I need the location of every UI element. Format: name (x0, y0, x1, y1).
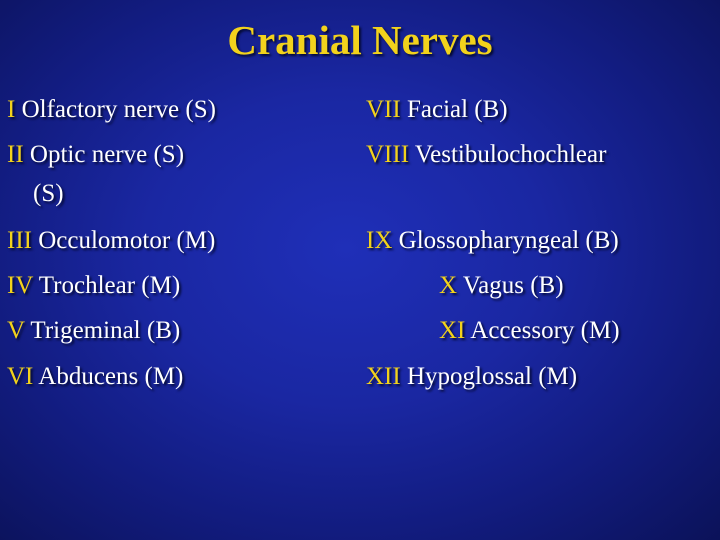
nerve-item-viii (366, 140, 606, 170)
nerve-name: Glossopharyngeal (B) (398, 227, 619, 254)
nerve-numeral: VI (7, 363, 34, 390)
nerve-numeral: IV (7, 272, 33, 299)
nerve-item-continuation (33, 179, 64, 209)
nerve-item-xi (439, 316, 620, 346)
nerve-numeral: XII (366, 363, 401, 390)
nerve-item-iv (7, 271, 180, 301)
nerve-name: Accessory (M) (470, 317, 620, 344)
nerve-item-vii (366, 95, 508, 125)
nerve-name: Trochlear (M) (38, 272, 181, 299)
nerve-item-v (7, 316, 180, 346)
nerve-item-iii (7, 226, 215, 256)
nerve-name: (S) (33, 180, 64, 207)
nerve-numeral: I (7, 96, 16, 123)
nerve-numeral: VII (366, 96, 401, 123)
nerve-numeral: XI (439, 317, 466, 344)
nerve-item-vi (7, 362, 183, 392)
nerve-numeral: V (7, 317, 25, 344)
nerve-name: Vestibulochochlear (414, 141, 607, 168)
nerve-numeral: X (439, 272, 458, 299)
nerve-numeral: III (7, 227, 32, 254)
nerve-name: Olfactory nerve (S) (21, 96, 216, 123)
nerve-item-ii (7, 140, 184, 170)
nerve-name: Trigeminal (B) (30, 317, 181, 344)
nerve-name: Occulomotor (M) (38, 227, 216, 254)
nerve-numeral: VIII (366, 141, 410, 168)
nerve-name: Optic nerve (S) (29, 141, 185, 168)
slide-title: Cranial Nerves (227, 17, 493, 63)
nerve-name: Hypoglossal (M) (406, 363, 578, 390)
nerve-name: Vagus (B) (462, 272, 564, 299)
nerve-name: Facial (B) (406, 96, 508, 123)
nerve-numeral: II (7, 141, 24, 168)
nerve-item-ix (366, 226, 619, 256)
nerve-name: Abducens (M) (38, 363, 184, 390)
nerve-item-xii (366, 362, 577, 392)
nerve-item-i (7, 95, 216, 125)
nerve-item-x (439, 271, 564, 301)
nerve-numeral: IX (366, 227, 393, 254)
